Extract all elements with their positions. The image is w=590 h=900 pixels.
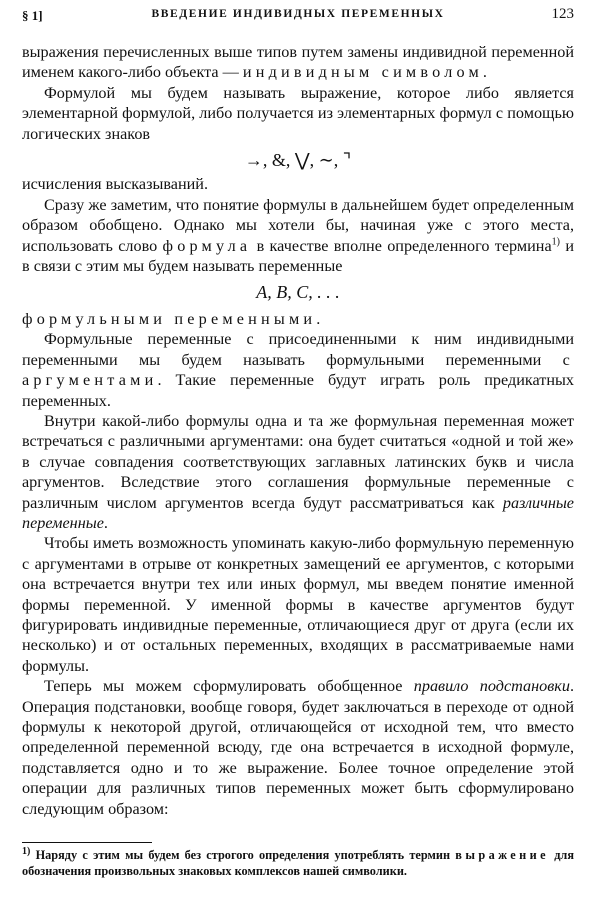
footnote-rule — [22, 842, 152, 843]
spaced-term: формула — [162, 236, 252, 255]
running-title: ВВЕДЕНИЕ ИНДИВИДНЫХ ПЕРЕМЕННЫХ — [151, 8, 445, 20]
paragraph: Теперь мы можем сформулировать обобщенное правило подстановки. Операция подстановки, вообще говоря, будет заключаться в переходе от одной формулы к некоторой другой, отличающейся от исходной тем, что вместо определенной переменной всюду, где она встречается в исходной формуле, подставляется одно и то же выражение. Более точное определение этой операции для различных типов переменных может быть сформулировано следующим образом: — [22, 677, 574, 818]
paragraph: исчисления высказываний. — [22, 175, 209, 194]
spaced-term: формульными переменными — [22, 309, 317, 328]
paragraph: формульными переменными. — [22, 309, 321, 328]
paragraph: Формулой мы будем называть выражение, которое либо является элементарной формулой, либо получается из элементарных формул с помощью логических знаков — [22, 83, 574, 143]
footnote-mark: 1) — [22, 845, 31, 857]
italic-term: правило подстановки — [413, 677, 570, 696]
display-formula-connectives: →, &, ⋁, ∼, ⌝ — [244, 150, 352, 171]
running-header — [22, 6, 574, 26]
main-text — [22, 42, 574, 819]
page-number: 123 — [551, 6, 574, 22]
display-formula-variables: A, B, C, . . . — [256, 282, 340, 303]
section-marker: § 1] — [22, 8, 43, 23]
spaced-term: выражение — [455, 848, 549, 862]
paragraph: Чтобы иметь возможность упоминать какую-либо формульную переменную с аргументами в отрыве от конкретных замещений ее аргументов, с которыми она встречается внутри тех или иных формул, мы введем понятие именной формы переменной. У именной формы в качестве аргументов будут фигурировать индивидные переменные, отличающиеся друг от друга (если их несколько) и от остальных переменных, входящих в рассматриваемые нами формулы. — [22, 534, 574, 675]
paragraph: выражения перечисленных выше типов путем замены индивидной переменной именем какого-либо объекта — индивидным символом. — [22, 43, 574, 82]
spaced-term: с аргументами — [22, 350, 574, 390]
paragraph: Сразу же заметим, что понятие формулы в дальнейшем будет определенным образом обобщено. Однако мы хотели бы, начиная уже с этого места, использовать слово формула в качестве вполне определенного термина$^{1)}$ и в связи с этим мы будем называть переменные — [22, 195, 574, 276]
spaced-term: индивидным символом — [242, 63, 483, 82]
footnote-reference[interactable]: 1) — [551, 236, 560, 248]
footnote: $^{1)}$ Наряду с этим мы будем без строгого определения употреблять термин выражение для обозначения произвольных знаковых комплексов нашей символики. — [22, 845, 574, 878]
paragraph: Внутри какой-либо формулы одна и та же формульная переменная может встречаться с различными аргументами: она будет считаться «одной и той же» в случае совпадения соответствующих заглавных латинских букв и числа аргументов. Вследствие этого соглашения формульные переменные с различным числом аргументов всегда будут рассматриваться как различные переменные. — [22, 411, 574, 532]
paragraph: Формульные переменные с присоединенными к ним индивидными переменными мы будем называть формульными переменными с аргументами. Такие переменные будут играть роль предикатных переменных. — [22, 330, 574, 410]
italic-term: различные переменные — [22, 493, 574, 532]
